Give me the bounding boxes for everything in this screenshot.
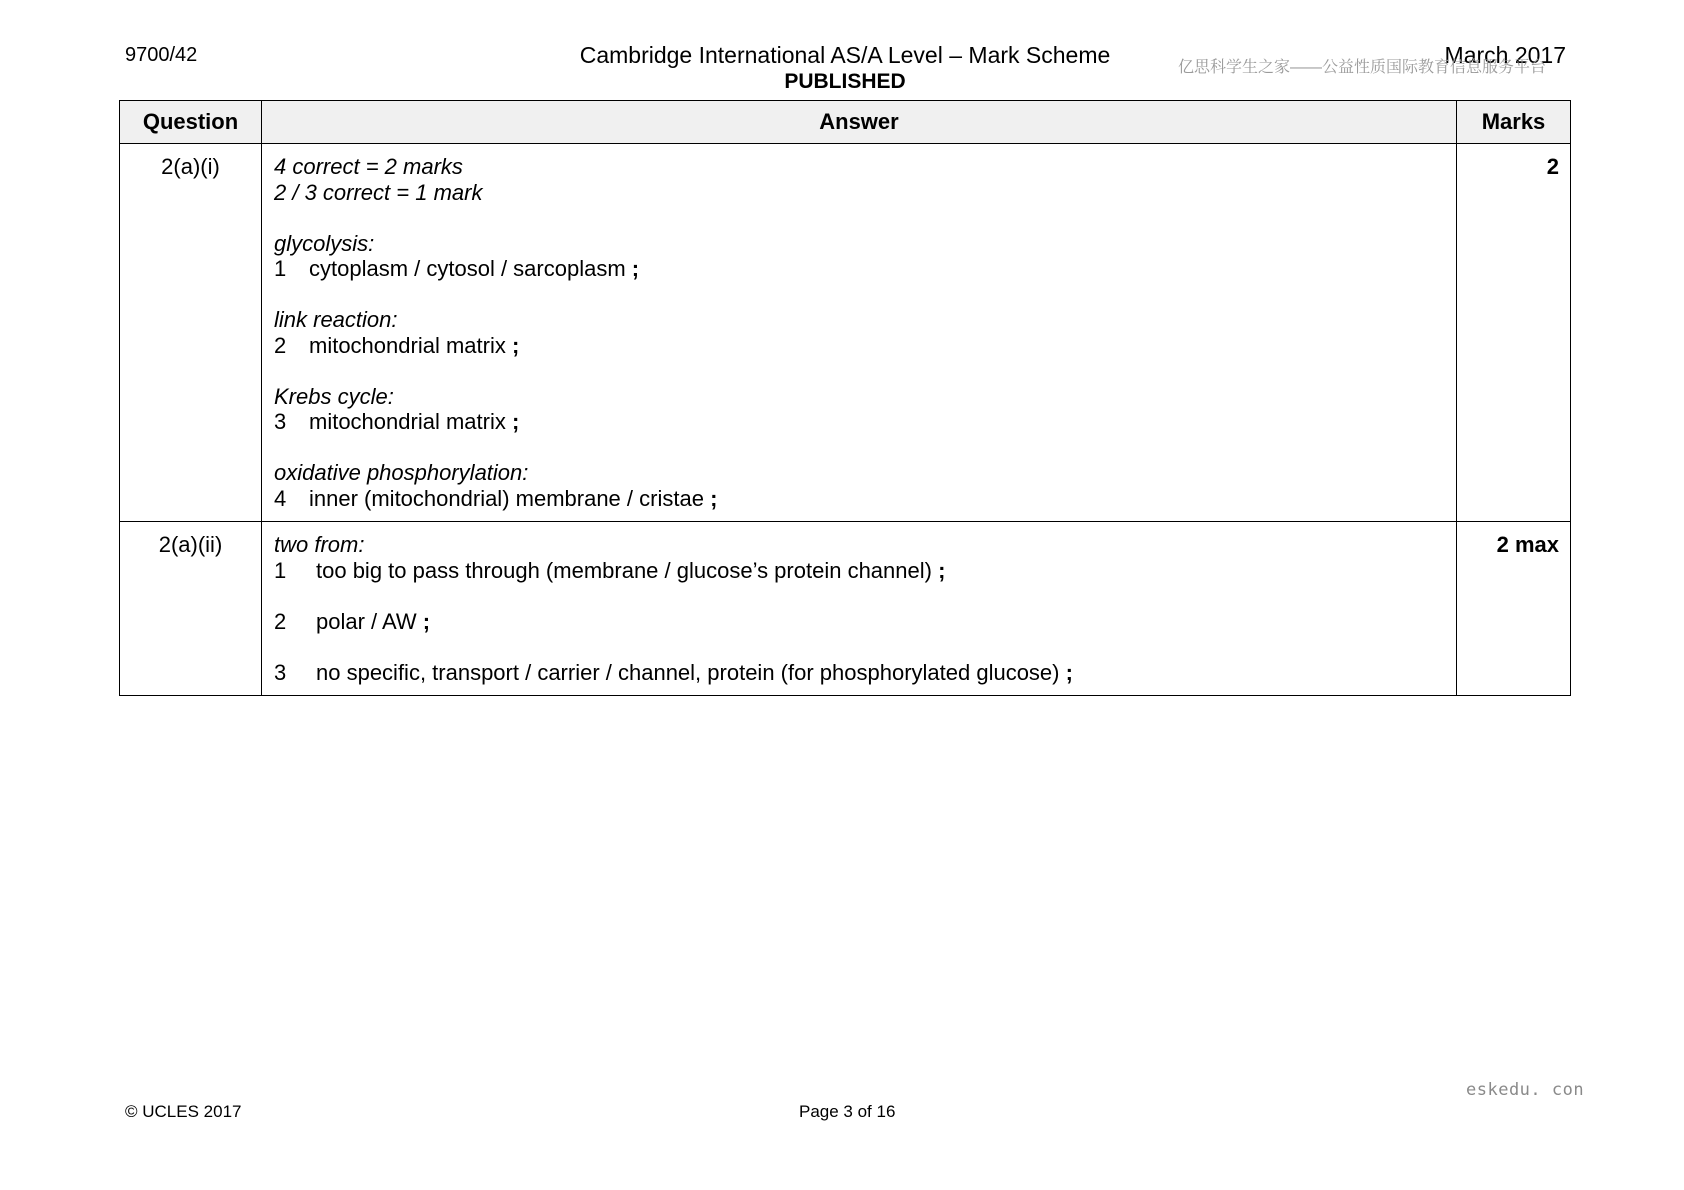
table-row (120, 522, 1571, 696)
stage-heading: link reaction: (274, 307, 398, 332)
document-subtitle: PUBLISHED (784, 70, 906, 93)
answer-point (274, 558, 1444, 584)
document-header (545, 42, 1145, 94)
point-terminator: ; (631, 256, 640, 281)
question-number: 2(a)(ii) (120, 522, 262, 696)
answer-intro: two from: (274, 532, 365, 557)
question-number: 2(a)(i) (120, 144, 262, 522)
point-terminator: ; (1065, 659, 1073, 685)
point-terminator: ; (938, 557, 946, 583)
point-text: mitochondrial matrix (309, 332, 506, 358)
column-header-marks: Marks (1457, 101, 1571, 144)
answer-cell (262, 144, 1457, 522)
table-row (120, 144, 1571, 522)
point-text: mitochondrial matrix (309, 409, 506, 434)
point-terminator: ; (422, 608, 431, 634)
mark-scheme-table (119, 100, 1571, 696)
paper-code: 9700/42 (125, 44, 198, 66)
answer-point (274, 409, 1444, 435)
answer-cell (262, 522, 1457, 696)
column-header-question: Question (120, 101, 262, 144)
marks-value: 2 (1457, 144, 1571, 522)
point-number: 4 (274, 485, 287, 511)
answer-point (274, 256, 1444, 282)
copyright-notice: © UCLES 2017 (125, 1102, 242, 1121)
marks-value: 2 max (1457, 522, 1571, 696)
page-number: Page 3 of 16 (799, 1102, 896, 1121)
point-terminator: ; (511, 332, 520, 358)
point-text: no specific, transport / carrier / channel, protein (for phosphorylated glucose) (316, 659, 1060, 685)
point-number: 2 (274, 608, 287, 634)
answer-point (274, 333, 1444, 359)
marking-guidance: 4 correct = 2 marks (274, 154, 463, 179)
point-text: too big to pass through (membrane / glucose’s protein channel) (316, 557, 932, 583)
watermark-top: 亿思科学生之家——公益性质国际教育信息服务平台 (1178, 59, 1547, 76)
exam-date: March 2017 (1444, 42, 1566, 68)
point-text: polar / AW (316, 608, 417, 634)
table-header-row (120, 101, 1571, 144)
point-number: 1 (274, 256, 287, 281)
marking-guidance: 2 / 3 correct = 1 mark (274, 179, 483, 205)
point-text: cytoplasm / cytosol / sarcoplasm (309, 256, 626, 281)
stage-heading: oxidative phosphorylation: (274, 460, 529, 485)
point-text: inner (mitochondrial) membrane / cristae (309, 485, 704, 511)
stage-heading: Krebs cycle: (274, 383, 394, 409)
column-header-answer: Answer (262, 101, 1457, 144)
point-number: 2 (274, 332, 287, 358)
answer-point (274, 486, 1444, 512)
document-title: Cambridge International AS/A Level – Mark Scheme (579, 42, 1111, 68)
watermark-bottom: eskedu. con (1466, 1080, 1585, 1100)
point-number: 3 (274, 409, 287, 434)
stage-heading: glycolysis: (274, 230, 375, 256)
answer-point (274, 660, 1444, 686)
point-terminator: ; (511, 409, 520, 434)
answer-point (274, 609, 1444, 635)
point-number: 3 (274, 659, 287, 685)
point-number: 1 (274, 557, 287, 583)
point-terminator: ; (710, 485, 718, 511)
